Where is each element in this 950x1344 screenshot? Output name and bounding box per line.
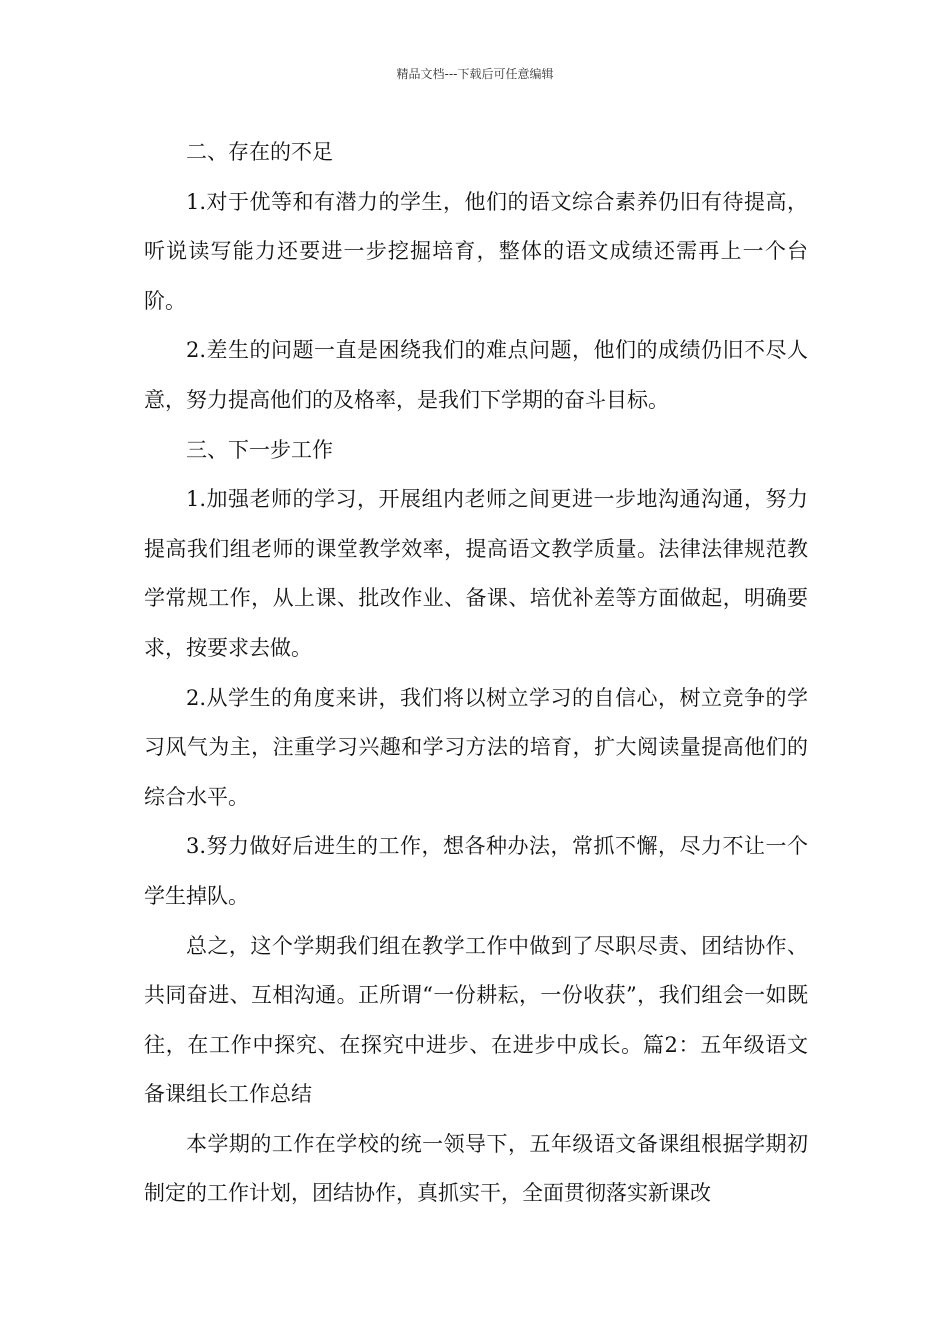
paragraph: 总之，这个学期我们组在教学工作中做到了尽职尽责、团结协作、共同奋进、互相沟通。正所谓“一份耕耘，一份收获”，我们组会一如既往，在工作中探究、在探究中进步、在进步中成长。篇2：五年级语文备课组长工作总结	[144, 933, 808, 1107]
paragraph: 2.差生的问题一直是困绕我们的难点问题，他们的成绩仍旧不尽人意，努力提高他们的及格率，是我们下学期的奋斗目标。	[144, 338, 808, 412]
paragraph: 本学期的工作在学校的统一领导下，五年级语文备课组根据学期初制定的工作计划，团结协作，真抓实干，全面贯彻落实新课改	[144, 1131, 808, 1206]
paragraph: 1.对于优等和有潜力的学生，他们的语文综合素养仍旧有待提高，听说读写能力还要进一步挖掘培育，整体的语文成绩还需再上一个台阶。	[144, 189, 808, 313]
page-header: 精品文档---下载后可任意编辑	[396, 67, 554, 81]
paragraph: 3.努力做好后进生的工作，想各种办法，常抓不懈，尽力不让一个学生掉队。	[144, 834, 808, 908]
paragraph: 1.加强老师的学习，开展组内老师之间更进一步地沟通沟通，努力提高我们组老师的课堂教学效率，提高语文教学质量。法律法律规范教学常规工作，从上课、批改作业、备课、培优补差等方面做起，明确要求，按要求去做。	[144, 487, 808, 660]
section-heading-shortcomings: 二、存在的不足	[186, 140, 333, 164]
section-heading-next-steps: 三、下一步工作	[186, 437, 333, 462]
paragraph: 2.从学生的角度来讲，我们将以树立学习的自信心，树立竞争的学习风气为主，注重学习兴趣和学习方法的培育，扩大阅读量提高他们的综合水平。	[144, 685, 808, 809]
document-body	[144, 128, 808, 1219]
